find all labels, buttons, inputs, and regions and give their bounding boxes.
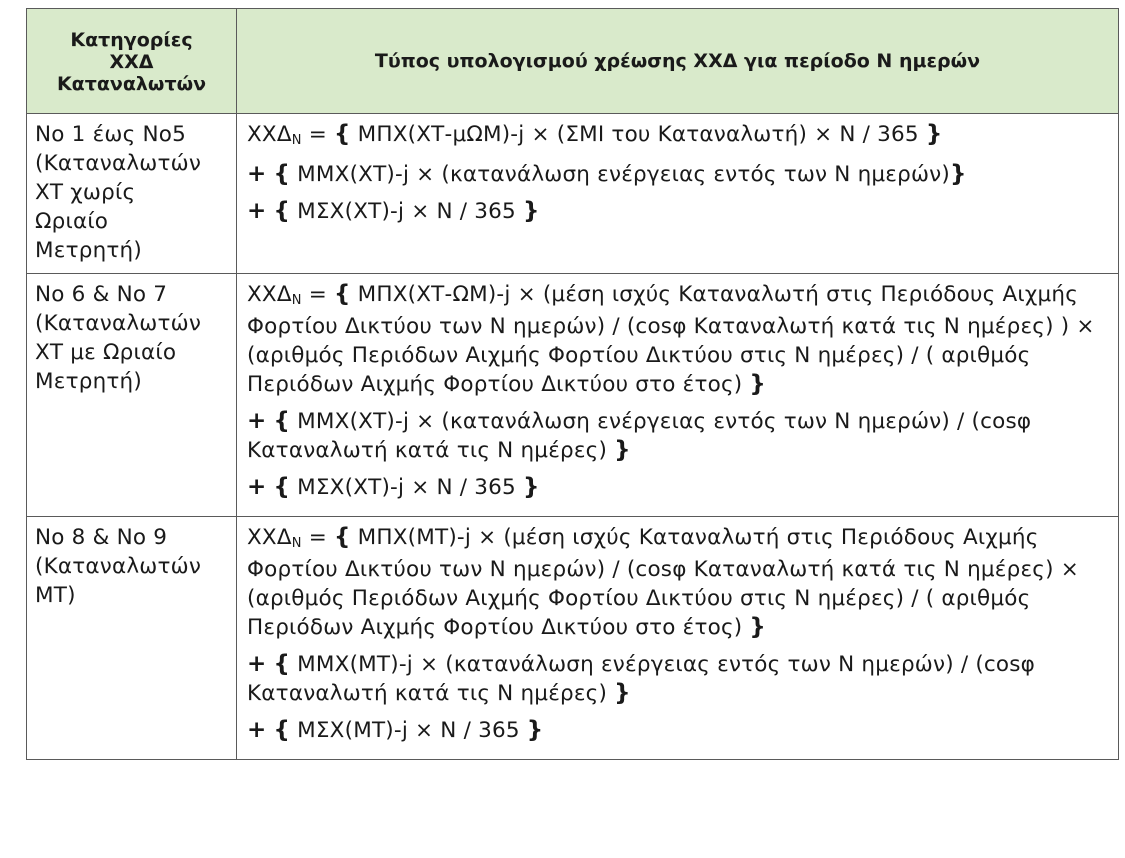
formula-line xyxy=(247,523,1108,642)
header-category-line: Κατηγορίες xyxy=(70,29,193,51)
formula-close-brace: } xyxy=(749,614,766,640)
formula-open-brace: { xyxy=(334,121,351,147)
formula-symbol: ΧΧΔ xyxy=(247,525,292,550)
formula-equals: = xyxy=(301,282,334,307)
formula-plus: + xyxy=(247,651,267,677)
formula-body: ΜΠΧ(ΧΤ-μΩΜ)-j × (ΣΜΙ του Καταναλωτή) × Ν / 365 xyxy=(350,122,926,147)
formula-subscript: Ν xyxy=(291,133,302,148)
formula-plus: + xyxy=(247,161,267,187)
formula-close-brace: } xyxy=(522,198,540,224)
formula-body: ΜΜΧ(ΜΤ)-j × (κατανάλωση ενέργειας εντός των Ν ημερών) / (cosφ Καταναλωτή κατά τις Ν ημέρες) xyxy=(247,652,1036,706)
formula-open-brace: { xyxy=(273,474,291,500)
formula-line xyxy=(247,280,1108,399)
header-category-line: Καταναλωτών xyxy=(56,73,207,95)
category-line: Μετρητή) xyxy=(35,369,142,394)
category-line: Νο 6 & Νο 7 xyxy=(35,282,168,307)
charges-table xyxy=(26,8,1119,760)
table-row xyxy=(27,114,1119,274)
formula-close-brace: } xyxy=(749,371,766,397)
category-line: Μετρητή) xyxy=(35,238,142,263)
formula-close-brace: } xyxy=(614,437,631,463)
category-cell xyxy=(27,114,237,274)
formula-body: ΜΣΧ(ΧΤ)-j × Ν / 365 xyxy=(290,199,523,224)
formula-line xyxy=(247,120,1108,152)
category-line: (Καταναλωτών xyxy=(35,151,202,176)
formula-close-brace: } xyxy=(522,474,540,500)
header-category-line: ΧΧΔ xyxy=(109,51,154,73)
formula-cell xyxy=(237,517,1119,760)
formula-open-brace: { xyxy=(273,408,291,434)
formula-plus: + xyxy=(247,198,267,224)
table-row xyxy=(27,517,1119,760)
formula-plus: + xyxy=(247,408,267,434)
formula-body: ΜΣΧ(ΧΤ)-j × Ν / 365 xyxy=(290,475,523,500)
formula-plus: + xyxy=(247,717,267,743)
formula-line xyxy=(247,407,1108,465)
formula-body: ΜΠΧ(ΧΤ-ΩΜ)-j × (μέση ισχύς Καταναλωτή στις Περιόδους Αιχμής Φορτίου Δικτύου των Ν ημερών) / (cosφ Καταναλωτή κατά τις Ν ημέρες) ) × (αριθμός Περιόδων Αιχμής Φορτίου Δικτύου στις Ν ημέρες) / ( αριθμός Περιόδων Αιχμής Φορτίου Δικτύου στο έτος) xyxy=(247,282,1095,397)
formula-line xyxy=(247,650,1108,708)
header-formula: Τύπος υπολογισμού χρέωσης ΧΧΔ για περίοδο Ν ημερών xyxy=(237,9,1119,114)
formula-line xyxy=(247,716,1108,745)
category-line: Νο 1 έως Νο5 xyxy=(35,122,186,147)
category-line: ΧΤ χωρίς xyxy=(35,180,136,205)
formula-open-brace: { xyxy=(334,524,351,550)
formula-cell xyxy=(237,114,1119,274)
category-line: Νο 8 & Νο 9 xyxy=(35,525,168,550)
formula-subscript: Ν xyxy=(291,536,302,551)
formula-open-brace: { xyxy=(273,161,291,187)
category-line: Ωριαίο xyxy=(35,209,109,234)
formula-equals: = xyxy=(301,122,334,147)
formula-line xyxy=(247,197,1108,226)
category-line: (Καταναλωτών xyxy=(35,311,202,336)
formula-close-brace: } xyxy=(526,717,544,743)
formula-line xyxy=(247,473,1108,502)
formula-open-brace: { xyxy=(334,281,351,307)
formula-plus: + xyxy=(247,474,267,500)
formula-close-brace: } xyxy=(614,680,631,706)
category-line: ΧΤ με Ωριαίο xyxy=(35,340,177,365)
formula-line xyxy=(247,160,1108,189)
formula-body: ΜΜΧ(ΧΤ)-j × (κατανάλωση ενέργειας εντός των Ν ημερών) / (cosφ Καταναλωτή κατά τις Ν ημέρες) xyxy=(247,409,1032,463)
formula-subscript: Ν xyxy=(291,293,302,308)
category-cell xyxy=(27,517,237,760)
category-line: ΜΤ) xyxy=(35,583,76,608)
table-header-row xyxy=(27,9,1119,114)
header-category xyxy=(27,9,237,114)
formula-equals: = xyxy=(301,525,334,550)
formula-close-brace: } xyxy=(949,161,967,187)
table-row xyxy=(27,274,1119,517)
formula-body: ΜΜΧ(ΧΤ)-j × (κατανάλωση ενέργειας εντός των Ν ημερών) xyxy=(290,162,950,187)
formula-symbol: ΧΧΔ xyxy=(247,282,292,307)
formula-open-brace: { xyxy=(273,717,291,743)
category-cell xyxy=(27,274,237,517)
category-line: (Καταναλωτών xyxy=(35,554,202,579)
formula-symbol: ΧΧΔ xyxy=(247,122,292,147)
formula-close-brace: } xyxy=(925,121,943,147)
formula-open-brace: { xyxy=(273,651,291,677)
formula-open-brace: { xyxy=(273,198,291,224)
formula-body: ΜΠΧ(ΜΤ)-j × (μέση ισχύς Καταναλωτή στις Περιόδους Αιχμής Φορτίου Δικτύου των Ν ημερών) / (cosφ Καταναλωτή κατά τις Ν ημέρες) × (αριθμός Περιόδων Αιχμής Φορτίου Δικτύου στις Ν ημέρες) / ( αριθμός Περιόδων Αιχμής Φορτίου Δικτύου στο έτος) xyxy=(247,525,1079,640)
table-body xyxy=(27,114,1119,760)
formula-body: ΜΣΧ(ΜΤ)-j × Ν / 365 xyxy=(290,718,527,743)
formula-cell xyxy=(237,274,1119,517)
